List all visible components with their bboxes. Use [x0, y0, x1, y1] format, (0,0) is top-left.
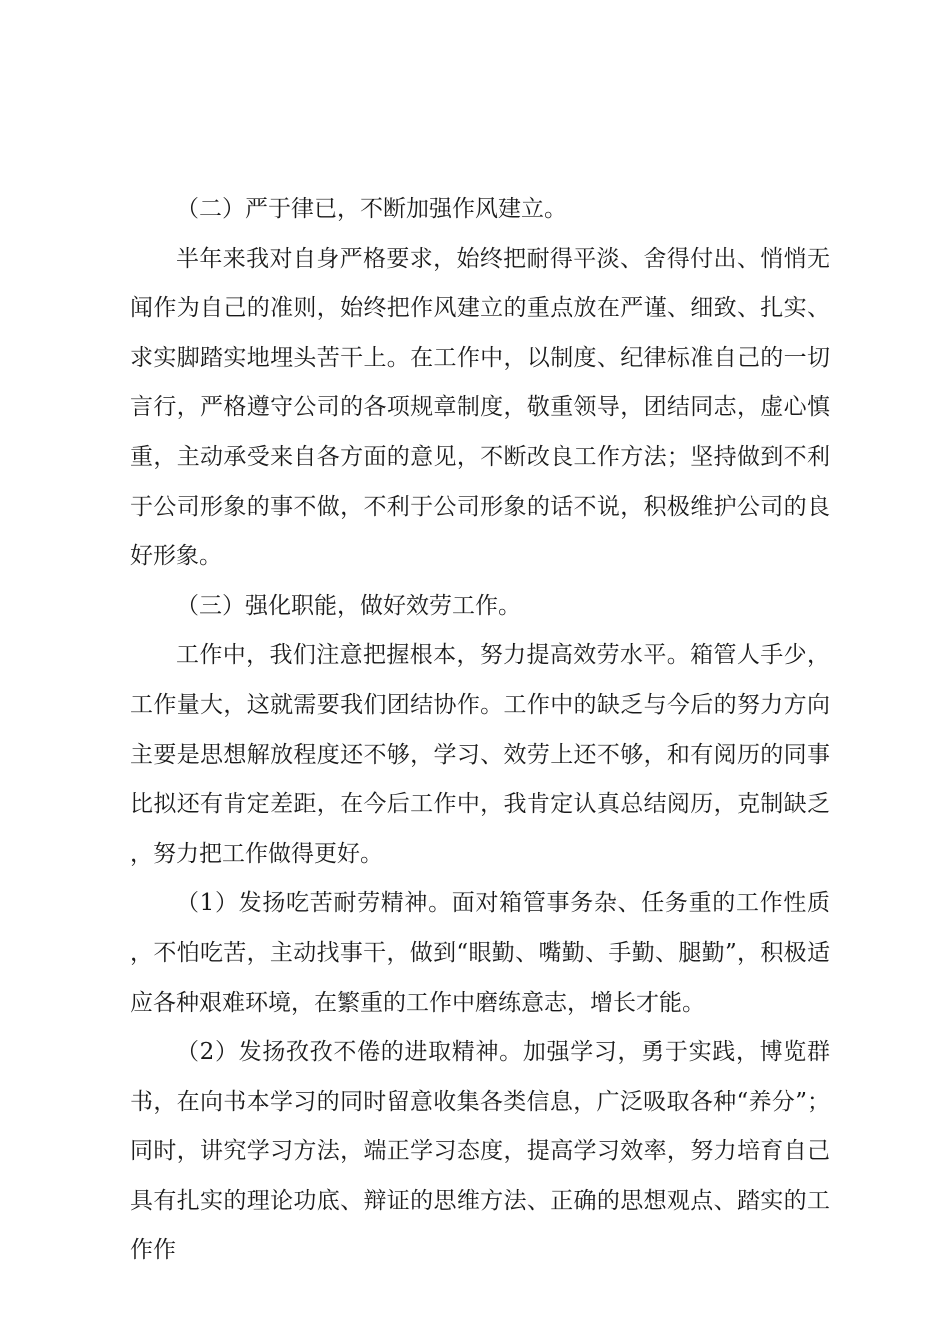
document-body — [130, 185, 830, 1276]
section-heading-3: （三）强化职能，做好效劳工作。 — [176, 592, 521, 619]
section-heading-2: （二）严于律已，不断加强作风建立。 — [176, 196, 567, 222]
body-paragraph: 半年来我对自身严格要求，始终把耐得平淡、舍得付出、悄悄无闻作为自己的准则，始终把作风建立的重点放在严谨、细致、扎实、求实脚踏实地埋头苦干上。在工作中，以制度、纪律标准自己的一切言行，严格遵守公司的各项规章制度，敬重领导，团结同志，虚心慎重，主动承受来自各方面的意见，不断改良工作方法；坚持做到不利于公司形象的事不做，不利于公司形象的话不说，积极维护公司的良好形象。 — [130, 245, 830, 570]
list-item-1: （1）发扬吃苦耐劳精神。面对箱管事务杂、任务重的工作性质，不怕吃苦，主动找事干，做到“眼勤、嘴勤、手勤、腿勤”，积极适应各种艰难环境，在繁重的工作中磨练意志，增长才能。 — [130, 890, 830, 1016]
list-item-2: （2）发扬孜孜不倦的进取精神。加强学习，勇于实践，博览群书，在向书本学习的同时留意收集各类信息，广泛吸取各种“养分”；同时，讲究学习方法，端正学习态度，提高学习效率，努力培育自己具有扎实的理论功底、辩证的思维方法、正确的思想观点、踏实的工作作 — [130, 1039, 830, 1264]
body-paragraph: 工作中，我们注意把握根本，努力提高效劳水平。箱管人手少，工作量大，这就需要我们团结协作。工作中的缺乏与今后的努力方向主要是思想解放程度还不够，学习、效劳上还不够，和有阅历的同事比拟还有肯定差距，在今后工作中，我肯定认真总结阅历，克制缺乏，努力把工作做得更好。 — [130, 642, 830, 867]
